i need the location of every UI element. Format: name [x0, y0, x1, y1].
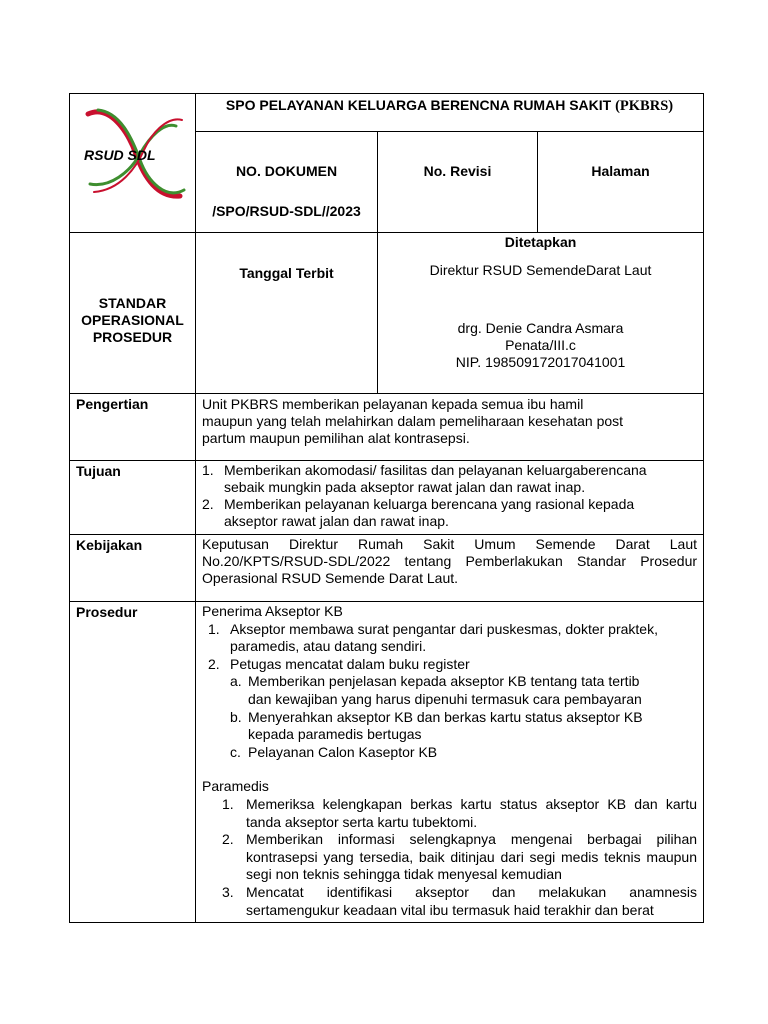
list-letter: c.: [230, 743, 241, 760]
sop-label-line-3: PROSEDUR: [92, 329, 173, 345]
list-number: 2.: [222, 831, 234, 848]
list-text: Memberikan informasi selengkapnya mengenai berbagai pilihan kontrasepsi yang tersedia, baik ditinjau dari segi medis teknis maupun segi non teknis sehingga tidak menyesal kemudian: [246, 831, 698, 883]
list-text: Menyerahkan akseptor KB dan berkas kartu status akseptor KB: [248, 708, 643, 725]
direktur-title: Direktur RSUD SemendeDarat Laut: [429, 262, 652, 278]
list-number: 2.: [208, 655, 220, 672]
logo-cell: [70, 94, 196, 233]
list-text: paramedis, atau datang sendiri.: [230, 638, 427, 655]
logo-text: RSUD SDL: [84, 147, 156, 163]
list-item: [202, 462, 697, 496]
prosedur-heading: Penerima Akseptor KB: [202, 603, 343, 619]
prosedur-heading: Paramedis: [202, 778, 269, 795]
list-number: 1.: [202, 462, 214, 478]
director-name: drg. Denie Candra Asmara: [457, 320, 624, 336]
spo-document: [69, 93, 703, 923]
list-item: [202, 884, 697, 919]
tanggal-terbit-cell: [196, 233, 378, 394]
list-text: Memeriksa kelengkapan berkas kartu status akseptor KB dan kartu tanda akseptor serta kartu tubektomi.: [246, 795, 698, 830]
title-text: SPO PELAYANAN KELUARGA BERENCNA RUMAH SAKIT: [225, 97, 612, 113]
kebijakan-label: Kebijakan: [70, 535, 196, 602]
pengertian-line: partum maupun pemilihan alat kontrasepsi.: [202, 430, 470, 446]
no-revisi-cell: [378, 132, 538, 233]
list-text: Akseptor membawa surat pengantar dari puskesmas, dokter praktek,: [230, 620, 658, 637]
list-item: [202, 656, 697, 674]
pengertian-line: maupun yang telah melahirkan dalam pemeliharaan kesehatan post: [202, 413, 624, 429]
prosedur-content: [196, 602, 704, 923]
list-text: kepada paramedis bertugas: [248, 726, 422, 743]
list-text: Pelayanan Calon Kaseptor KB: [248, 743, 438, 760]
director-nip: NIP. 198509172017041001: [455, 354, 626, 370]
tanggal-terbit-label: Tanggal Terbit: [239, 265, 334, 281]
halaman-cell: [538, 132, 704, 233]
sop-label-cell: [70, 233, 196, 394]
list-text: akseptor rawat jalan dan rawat inap.: [224, 513, 449, 529]
spo-table: [69, 93, 704, 923]
list-letter: b.: [230, 708, 242, 725]
list-item: [202, 709, 697, 744]
list-item: [202, 621, 697, 656]
director-rank: Penata/III.c: [505, 337, 576, 353]
list-text: Memberikan penjelasan kepada akseptor KB tentang tata tertib: [248, 673, 640, 690]
list-item: [202, 496, 697, 530]
list-number: 3.: [222, 883, 234, 900]
title-suffix: (PKBRS): [615, 98, 674, 114]
list-item: [202, 673, 697, 708]
document-title: [196, 94, 704, 132]
list-text: sebaik mungkin pada akseptor rawat jalan dan rawat inap.: [224, 479, 586, 495]
sop-label-line-2: OPERASIONAL: [81, 312, 184, 328]
tujuan-label: Tujuan: [70, 461, 196, 535]
list-item: [202, 796, 697, 831]
list-text: dan kewajiban yang harus dipenuhi termasuk cara pembayaran: [248, 690, 642, 707]
pengertian-label: Pengertian: [70, 394, 196, 461]
ditetapkan-cell: [378, 233, 704, 394]
prosedur-label: Prosedur: [70, 602, 196, 923]
halaman-label: Halaman: [591, 163, 650, 179]
list-text: Mencatat identifikasi akseptor dan melakukan anamnesis sertamengukur keadaan vital ibu termasuk haid terakhir dan berat: [246, 883, 698, 918]
no-revisi-label: No. Revisi: [423, 163, 492, 179]
list-item: [202, 744, 697, 762]
list-number: 1.: [222, 795, 234, 812]
no-dokumen-value: /SPO/RSUD-SDL//2023: [212, 203, 361, 219]
list-letter: a.: [230, 673, 242, 690]
list-number: 1.: [208, 620, 220, 637]
list-item: [202, 831, 697, 884]
list-number: 2.: [202, 496, 214, 512]
list-text: Petugas mencatat dalam buku register: [230, 655, 470, 672]
sop-label-line-1: STANDAR: [98, 295, 167, 311]
no-dokumen-label: NO. DOKUMEN: [235, 163, 338, 179]
ditetapkan-label: Ditetapkan: [504, 234, 577, 250]
list-text: Memberikan akomodasi/ fasilitas dan pelayanan keluargaberencana: [224, 462, 647, 478]
kebijakan-content: Keputusan Direktur Rumah Sakit Umum Semende Darat Laut No.20/KPTS/RSUD-SDL/2022 tentang Pemberlakukan Standar Prosedur Operasional RSUD Semende Darat Laut.: [196, 535, 704, 602]
no-dokumen-cell: [196, 132, 378, 233]
pengertian-content: [196, 394, 704, 461]
pengertian-line: Unit PKBRS memberikan pelayanan kepada semua ibu hamil: [202, 396, 584, 412]
tujuan-content: [196, 461, 704, 535]
list-text: Memberikan pelayanan keluarga berencana yang rasional kepada: [224, 496, 635, 512]
rsud-logo-icon: [80, 102, 188, 206]
